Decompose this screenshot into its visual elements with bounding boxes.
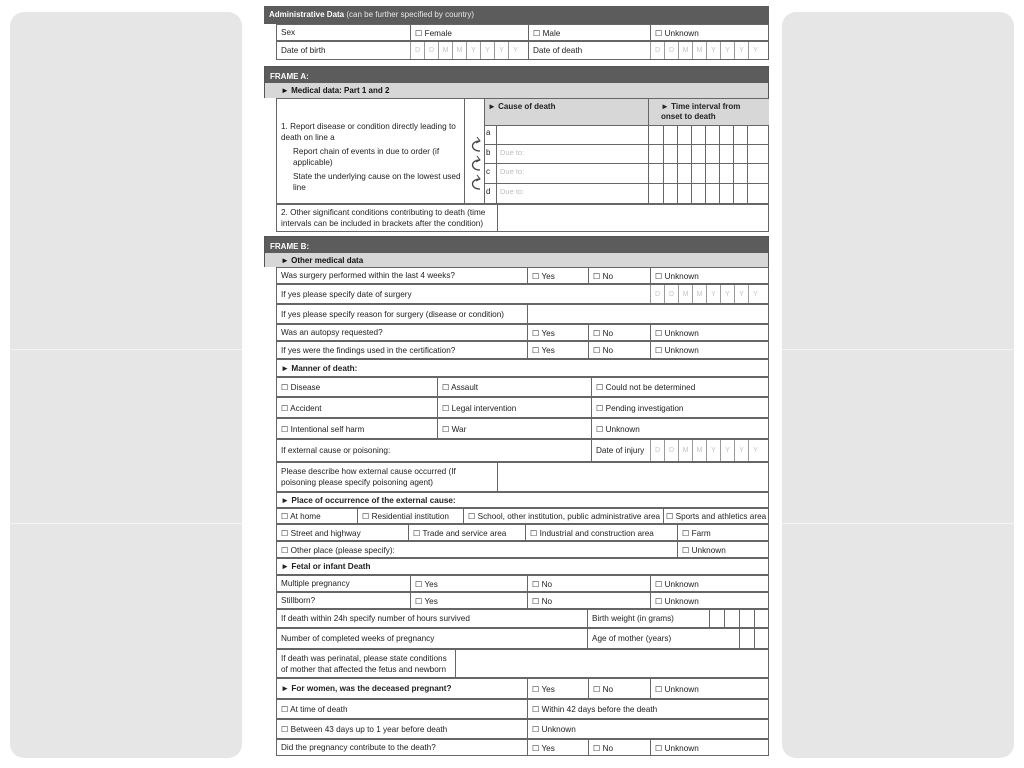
date-digit-box[interactable]: Y [706, 42, 720, 59]
manner-of-death-title: ► Manner of death: [281, 363, 358, 373]
background-divider [10, 349, 242, 350]
instruction-line-a: 1. Report disease or condition directly leading to death on line a [281, 122, 456, 142]
findings-no-checkbox[interactable]: ☐ No [588, 342, 650, 358]
pregnant-yes-checkbox[interactable]: ☐ Yes [527, 679, 588, 698]
multiple-pregnancy-row [276, 575, 769, 592]
administrative-data-subtitle: (can be further specified by country) [346, 10, 474, 19]
findings-yes-checkbox[interactable]: ☐ Yes [527, 342, 588, 358]
manner-accident-checkbox[interactable]: ☐ Accident [281, 403, 322, 413]
date-digit-box[interactable]: Y [466, 42, 480, 59]
place-of-occurrence-title: ► Place of occurrence of the external cause: [281, 495, 456, 505]
contribute-no-checkbox[interactable]: ☐ No [588, 740, 650, 755]
multiple-pregnancy-label: Multiple pregnancy [281, 579, 350, 588]
multiple-no-checkbox[interactable]: ☐ No [527, 576, 650, 591]
pregnant-unknown-checkbox[interactable]: ☐ Unknown [650, 679, 770, 698]
female-checkbox[interactable]: ☐ Female [410, 25, 528, 40]
date-digit-box[interactable]: Y [706, 440, 720, 461]
background-divider [782, 349, 1014, 350]
between-43-days-checkbox[interactable]: ☐ Between 43 days up to 1 year before death [281, 725, 448, 734]
date-of-injury-input[interactable] [650, 440, 762, 461]
surgery-reason-row [276, 304, 769, 324]
place-industrial-checkbox[interactable]: ☐ Industrial and construction area [525, 525, 677, 540]
hours-weight-row [276, 609, 769, 628]
part-2-input[interactable] [497, 205, 770, 231]
right-background-panel [782, 12, 1014, 758]
date-digit-box[interactable]: Y [748, 440, 762, 461]
background-divider [10, 523, 242, 524]
mother-age-digit[interactable] [754, 629, 770, 648]
autopsy-question: Was an autopsy requested? [281, 328, 383, 337]
hours-survived-label: If death within 24h specify number of hours survived [281, 614, 470, 623]
place-row-3 [276, 541, 769, 558]
dates-row [276, 41, 769, 60]
place-unknown-checkbox[interactable]: ☐ Unknown [677, 542, 770, 557]
cause-line-c-input[interactable]: Due to: [500, 167, 525, 176]
date-digit-box[interactable]: M [678, 440, 692, 461]
birth-weight-digit[interactable] [739, 610, 754, 627]
weeks-pregnancy-label: Number of completed weeks of pregnancy [281, 634, 435, 643]
frame-a-title: FRAME A: [270, 72, 309, 81]
frame-b-subtitle: ► Other medical data [265, 253, 768, 267]
date-digit-box[interactable]: M [678, 42, 692, 59]
manner-unknown-checkbox[interactable]: ☐ Unknown [591, 419, 770, 438]
manner-row-1 [276, 377, 769, 397]
manner-disease-checkbox[interactable]: ☐ Disease [281, 383, 321, 392]
within-42-days-checkbox[interactable]: ☐ Within 42 days before the death [527, 700, 770, 718]
pregnancy-contribute-row [276, 739, 769, 756]
surgery-no-checkbox[interactable]: ☐ No [588, 268, 650, 283]
describe-external-label: Please describe how external cause occurred (If poisoning please specify poisoning agent) [281, 467, 456, 487]
stillborn-unknown-checkbox[interactable]: ☐ Unknown [650, 593, 770, 608]
cause-of-death-header: ► Cause of death [485, 99, 648, 125]
date-digit-box[interactable]: D [650, 285, 664, 303]
multiple-yes-checkbox[interactable]: ☐ Yes [410, 576, 527, 591]
date-digit-box[interactable]: M [438, 42, 452, 59]
sex-unknown-checkbox[interactable]: ☐ Unknown [650, 25, 770, 40]
date-digit-box[interactable]: D [664, 285, 678, 303]
place-residential-checkbox[interactable]: ☐ Residential institution [357, 509, 463, 523]
stillborn-row [276, 592, 769, 609]
pregnancy-timing-unknown-checkbox[interactable]: ☐ Unknown [527, 720, 770, 738]
autopsy-no-checkbox[interactable]: ☐ No [588, 325, 650, 340]
place-sports-checkbox[interactable]: ☐ Sports and athletics area [663, 509, 770, 523]
due-to-arrows-icon [468, 129, 484, 199]
pregnancy-timing-row-2 [276, 719, 769, 739]
date-digit-box[interactable]: M [692, 285, 706, 303]
date-digit-box[interactable]: D [664, 440, 678, 461]
part-2-label: 2. Other significant conditions contributing to death (time intervals can be included in brackets after the condition) [281, 208, 486, 228]
multiple-unknown-checkbox[interactable]: ☐ Unknown [650, 576, 770, 591]
perinatal-row [276, 649, 769, 678]
date-digit-box[interactable]: Y [480, 42, 494, 59]
date-digit-box[interactable]: Y [720, 42, 734, 59]
place-other-checkbox[interactable]: ☐ Other place (please specify): [281, 545, 395, 555]
left-background-panel [10, 12, 242, 758]
line-letter-b: b [486, 148, 491, 157]
frame-b-title: FRAME B: [270, 242, 310, 251]
manner-war-checkbox[interactable]: ☐ War [437, 419, 591, 438]
manner-self-harm-checkbox[interactable]: ☐ Intentional self harm [281, 424, 365, 434]
date-digit-box[interactable]: Y [720, 440, 734, 461]
administrative-data-title: Administrative Data [269, 10, 345, 19]
autopsy-yes-checkbox[interactable]: ☐ Yes [527, 325, 588, 340]
perinatal-label: If death was perinatal, please state conditions of mother that affected the fetus and newborn [281, 653, 447, 674]
date-digit-box[interactable]: Y [720, 285, 734, 303]
male-checkbox[interactable]: ☐ Male [528, 25, 650, 40]
weeks-age-row [276, 628, 769, 649]
part-2-row [276, 204, 769, 232]
describe-external-input[interactable] [497, 463, 770, 491]
surgery-yes-checkbox[interactable]: ☐ Yes [527, 268, 588, 283]
surgery-unknown-checkbox[interactable]: ☐ Unknown [650, 268, 770, 283]
place-street-checkbox[interactable]: ☐ Street and highway [281, 528, 361, 538]
place-school-checkbox[interactable]: ☐ School, other institution, public administrative area [463, 509, 663, 523]
line-letter-d: d [486, 187, 491, 196]
external-cause-label: If external cause or poisoning: [281, 446, 391, 455]
pregnant-no-checkbox[interactable]: ☐ No [588, 679, 650, 698]
birth-weight-digit[interactable] [754, 610, 770, 627]
date-digit-box[interactable]: Y [748, 285, 762, 303]
surgery-question: Was surgery performed within the last 4 weeks? [281, 271, 455, 280]
manner-row-3 [276, 418, 769, 439]
stillborn-yes-checkbox[interactable]: ☐ Yes [410, 593, 527, 608]
external-cause-row [276, 439, 769, 462]
describe-external-row [276, 462, 769, 492]
manner-title-row [276, 359, 769, 377]
manner-undetermined-checkbox[interactable]: ☐ Could not be determined [591, 378, 770, 396]
surgery-date-input[interactable] [650, 285, 762, 303]
birth-weight-digit[interactable] [724, 610, 739, 627]
fetal-title-row [276, 558, 769, 575]
stillborn-no-checkbox[interactable]: ☐ No [527, 593, 650, 608]
administrative-data-header [264, 6, 769, 24]
date-digit-box[interactable]: Y [508, 42, 522, 59]
manner-row-2 [276, 397, 769, 418]
frame-a-subtitle: ► Medical data: Part 1 and 2 [265, 83, 768, 98]
sex-row [276, 24, 769, 41]
frame-b-header [264, 236, 769, 267]
date-digit-box[interactable]: D [424, 42, 438, 59]
line-letter-a: a [486, 128, 491, 137]
time-interval-header: ► Time interval from onset to death [649, 99, 769, 125]
women-pregnant-row [276, 678, 769, 699]
surgery-date-label: If yes please specify date of surgery [281, 289, 412, 299]
findings-question: If yes were the findings used in the certification? [281, 345, 456, 355]
date-of-death-input[interactable] [650, 42, 762, 59]
date-of-birth-input[interactable] [410, 42, 522, 59]
place-trade-checkbox[interactable]: ☐ Trade and service area [408, 525, 525, 540]
birth-weight-digit[interactable] [709, 610, 724, 627]
manner-pending-checkbox[interactable]: ☐ Pending investigation [591, 398, 770, 417]
contribute-yes-checkbox[interactable]: ☐ Yes [527, 740, 588, 755]
place-farm-checkbox[interactable]: ☐ Farm [677, 525, 770, 540]
date-digit-box[interactable]: Y [706, 285, 720, 303]
date-digit-box[interactable]: M [692, 42, 706, 59]
manner-assault-checkbox[interactable]: ☐ Assault [437, 378, 591, 396]
fetal-infant-title: ► Fetal or infant Death [281, 562, 371, 571]
date-of-death-label: Date of death [528, 42, 650, 59]
autopsy-row [276, 324, 769, 341]
date-digit-box[interactable]: Y [734, 42, 748, 59]
women-pregnant-question: ► For women, was the deceased pregnant? [281, 684, 452, 693]
line-letter-c: c [486, 167, 490, 176]
contribute-unknown-checkbox[interactable]: ☐ Unknown [650, 740, 770, 755]
date-digit-box[interactable]: D [650, 440, 664, 461]
date-digit-box[interactable]: D [664, 42, 678, 59]
date-digit-box[interactable]: Y [748, 42, 762, 59]
surgery-date-row [276, 284, 769, 304]
date-digit-box[interactable]: Y [734, 285, 748, 303]
background-divider [782, 523, 1014, 524]
instruction-chain: Report chain of events in due to order (if applicable) [293, 147, 440, 167]
at-time-of-death-checkbox[interactable]: ☐ At time of death [281, 705, 348, 714]
cause-line-d-input[interactable]: Due to: [500, 187, 525, 196]
death-certificate-form [264, 6, 769, 756]
place-title-row [276, 492, 769, 508]
birth-weight-label: Birth weight (in grams) [587, 610, 709, 627]
mother-age-label: Age of mother (years) [587, 629, 739, 648]
frame-a-header [264, 66, 769, 98]
place-row-2 [276, 524, 769, 541]
pregnancy-timing-row-1 [276, 699, 769, 719]
date-digit-box[interactable]: M [452, 42, 466, 59]
surgery-reason-label: If yes please specify reason for surgery (disease or condition) [281, 309, 504, 319]
cause-line-a-input[interactable] [497, 126, 648, 144]
place-row-1 [276, 508, 769, 524]
date-digit-box[interactable]: D [650, 42, 664, 59]
findings-unknown-checkbox[interactable]: ☐ Unknown [650, 342, 770, 358]
date-digit-box[interactable]: Y [734, 440, 748, 461]
date-of-injury-label: Date of injury [591, 440, 650, 461]
date-digit-box[interactable]: D [410, 42, 424, 59]
time-interval-inputs[interactable] [649, 126, 769, 203]
date-digit-box[interactable]: M [678, 285, 692, 303]
date-digit-box[interactable]: Y [494, 42, 508, 59]
stillborn-label: Stillborn? [281, 596, 316, 605]
sex-label: Sex [281, 28, 296, 37]
cause-of-death-section [276, 98, 769, 204]
place-home-checkbox[interactable]: ☐ At home [281, 512, 321, 521]
instruction-underlying: State the underlying cause on the lowest used line [293, 172, 461, 192]
mother-age-digit[interactable] [739, 629, 754, 648]
perinatal-input[interactable] [455, 650, 770, 677]
surgery-row [276, 267, 769, 284]
manner-legal-checkbox[interactable]: ☐ Legal intervention [437, 398, 591, 417]
date-digit-box[interactable]: M [692, 440, 706, 461]
date-of-birth-label: Date of birth [281, 46, 326, 55]
pregnancy-contribute-question: Did the pregnancy contribute to the death? [281, 743, 436, 752]
findings-row [276, 341, 769, 359]
surgery-reason-input[interactable] [527, 305, 770, 323]
autopsy-unknown-checkbox[interactable]: ☐ Unknown [650, 325, 770, 340]
cause-line-b-input[interactable]: Due to: [500, 148, 525, 157]
